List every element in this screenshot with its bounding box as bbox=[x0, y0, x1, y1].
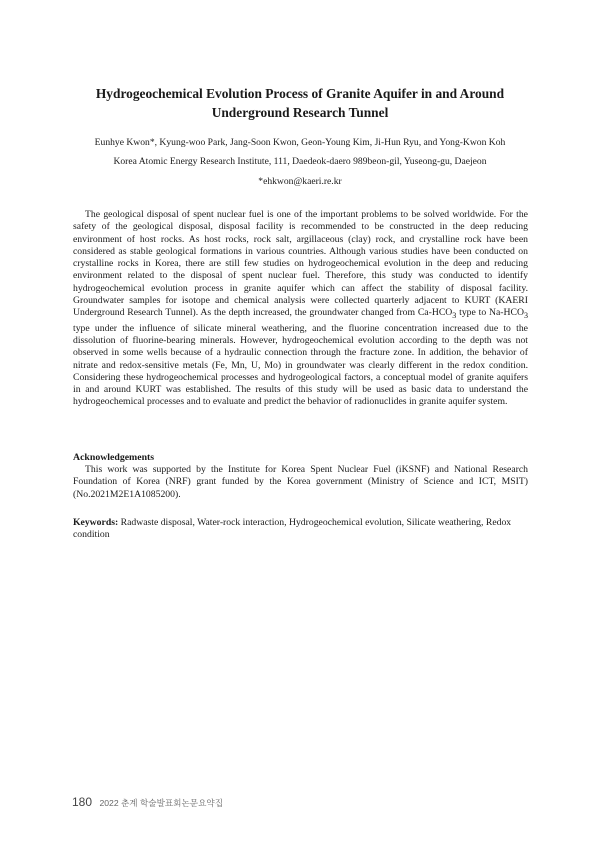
abstract-text-part-3: type under the influence of silicate mineral weathering, and the fluorine concentration increased due to the dissolution of fluorine-bearing minerals. However, hydrogeochemical evolution according to the depth was not observed in some wells because of a hydraulic connection through the fracture zone. In addition, the behavior of nitrate and redox-sensitive metals (Fe, Mn, U, Mo) in groundwater was clearly different in the redox condition. Considering these hydrogeochemical processes and hydrogeological factors, a conceptual model of granite aquifers in and around KURT was established. The results of this study will be used as basic data to understand the hydrogeochemical processes and to evaluate and predict the behavior of radionuclides in granite aquifer system. bbox=[73, 322, 528, 408]
acknowledgements-heading: Acknowledgements bbox=[73, 452, 155, 463]
page-footer bbox=[72, 793, 223, 811]
keywords-label: Keywords: bbox=[73, 517, 119, 528]
abstract-text-part-1: The geological disposal of spent nuclear fuel is one of the important problems to be solved worldwide. For the safety of the geological disposal, disposal facility is recommended to be constructed in the deep reducing environment of host rocks. As host rocks, rock salt, argillaceous (clay) rock, and crystalline rock have been considered as stable geological formations in various countries. Although various studies have been conducted on crystalline rocks in Korea, there are still few studies on hydrogeochemical evolution in the deep and reducing environment related to the disposal of spent nuclear fuel. Therefore, this study was conducted to identify hydrogeochemical evolution process in granite aquifer which can affect the stability of disposal facility. Groundwater samples for isotope and chemical analysis were collected quarterly adjacent to KURT (KAERI Underground Research Tunnel). As the depth increased, the groundwater changed from Ca-HCO bbox=[73, 209, 528, 319]
proceedings-title: 2022 춘계 학술발표회논문요약집 bbox=[99, 798, 223, 808]
corresponding-email: *ehkwon@kaeri.re.kr bbox=[258, 176, 342, 187]
abstract-text-part-2: type to Na-HCO bbox=[456, 307, 524, 319]
subscript-3: 3 bbox=[452, 311, 457, 321]
subscript-3: 3 bbox=[523, 311, 528, 321]
keywords-paragraph bbox=[73, 517, 533, 542]
page-number: 180 bbox=[72, 795, 93, 809]
keywords-text: Radwaste disposal, Water-rock interaction, Hydrogeochemical evolution, Silicate weathering, Redox condition bbox=[73, 517, 512, 541]
author-list: Eunhye Kwon*, Kyung-woo Park, Jang-Soon Kwon, Geon-Young Kim, Ji-Hun Ryu, and Yong-Kwon Koh bbox=[94, 137, 506, 148]
affiliation: Korea Atomic Energy Research Institute, 111, Daedeok-daero 989beon-gil, Yuseong-gu, Daejeon bbox=[113, 156, 487, 167]
abstract-paragraph bbox=[73, 209, 528, 409]
paper-title: Hydrogeochemical Evolution Process of Granite Aquifer in and Around Underground Research Tunnel bbox=[95, 86, 505, 120]
acknowledgements-body: This work was supported by the Institute for Korea Spent Nuclear Fuel (iKSNF) and National Research Foundation of Korea (NRF) grant funded by the Korea government (Ministry of Science and ICT, MSIT) (No.2021M2E1A1085200). bbox=[73, 464, 528, 500]
